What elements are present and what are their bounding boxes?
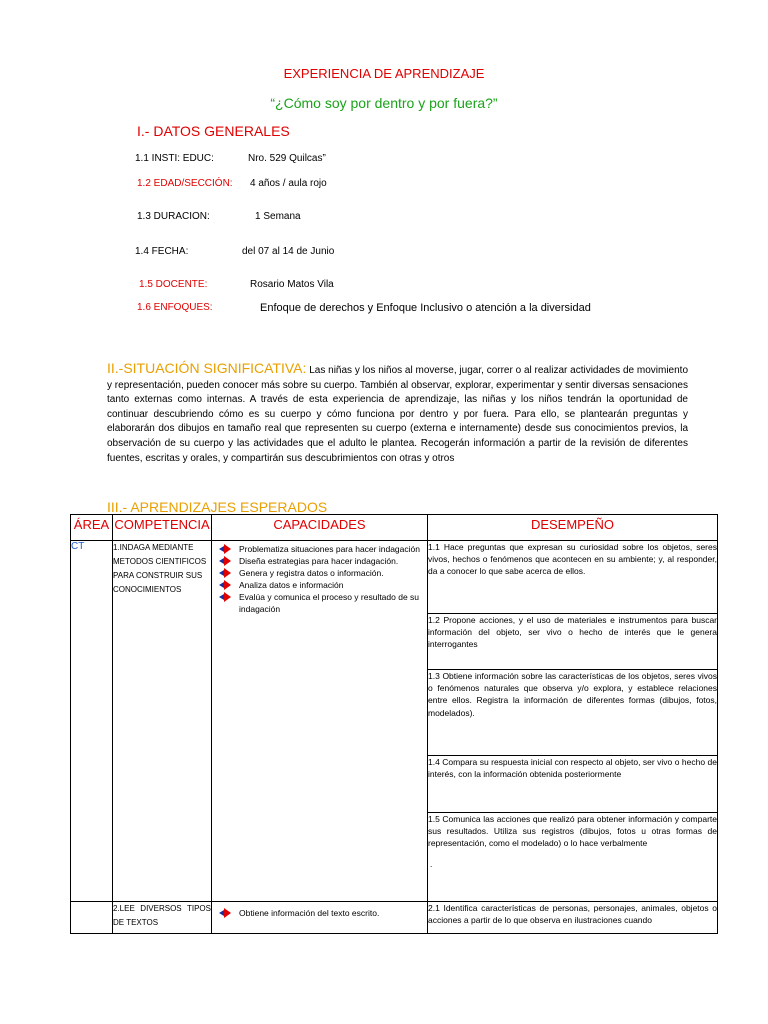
col-header-capacidades: CAPACIDADES	[212, 515, 428, 541]
capacidad-item: Analiza datos e información	[212, 579, 427, 591]
area-cell: CT	[71, 541, 113, 902]
datos-value: Nro. 529 Quilcas”	[248, 153, 326, 164]
section-aprendizajes-heading: III.- APRENDIZAJES ESPERADOS	[107, 499, 328, 515]
table-header-row	[71, 515, 718, 541]
desempeno-cell: 1.4 Compara su respuesta inicial con respecto al objeto, ser vivo o hecho de interés, con la información obtenida posteriormente	[428, 756, 718, 813]
capacidades-cell	[212, 902, 428, 934]
table-row	[71, 902, 718, 934]
datos-label: 1.4 FECHA:	[135, 246, 189, 257]
datos-value: 1 Semana	[255, 211, 301, 222]
situacion-paragraph	[107, 361, 688, 466]
table-row	[71, 541, 718, 614]
datos-value: Rosario Matos Vila	[250, 279, 334, 290]
page-subtitle: “¿Cómo soy por dentro y por fuera?”	[270, 95, 498, 111]
area-cell-empty	[71, 902, 113, 934]
arrow-bullet-icon	[219, 592, 231, 602]
datos-value: del 07 al 14 de Junio	[242, 246, 335, 257]
situacion-text: Las niñas y los niños al moverse, jugar, correr o al realizar actividades de movimiento y representación, pueden conocer más sobre su cuerpo. También al observar, explorar, experimentar y sentir diversas sensaciones tanto externas como internas. A través de esta experiencia de aprendizaje, las niñas y los niños tendrán la oportunidad de continuar descubriendo cómo es su cuerpo y cómo funciona por dentro y por fuera. Para ello, se plantearán preguntas y elaborarán dos dibujos en tamaño real que representen su cuerpo (externa e internamente) desde sus conocimientos previos, la observación de su cuerpo y las actividades que el adulto le plantea. Recogerán información a partir de la revisión de diferentes fuentes, escritas y orales, y compartirán sus descubrimientos con otras y otros	[107, 365, 689, 464]
capacidad-item: Evalúa y comunica el proceso y resultado de su indagación	[212, 591, 427, 615]
col-header-desempeno: DESEMPEÑO	[428, 515, 718, 541]
capacidades-cell	[212, 541, 428, 902]
section-situacion-heading: II.-SITUACIÓN SIGNIFICATIVA:	[107, 360, 307, 376]
datos-label: 1.3 DURACION:	[137, 211, 210, 222]
aprendizajes-table	[70, 514, 718, 934]
desempeno-cell: 2.1 Identifica características de personas, personajes, animales, objetos o acciones a partir de lo que observa en ilustraciones cuando	[428, 902, 718, 934]
desempeno-dot: .	[430, 858, 433, 869]
arrow-bullet-icon	[219, 908, 231, 918]
col-header-area: ÁREA	[71, 515, 113, 541]
capacidad-item: Obtiene información del texto escrito.	[212, 907, 427, 919]
desempeno-cell: 1.3 Obtiene información sobre las características de los objetos, seres vivos o fenómenos naturales que observa y/o explora, y establece relaciones entre ellos. Registra la información de diferentes formas (dibujos, fotos, modelados).	[428, 670, 718, 756]
arrow-bullet-icon	[219, 568, 231, 578]
desempeno-cell: 1.1 Hace preguntas que expresan su curiosidad sobre los objetos, seres vivos, hechos o fenómenos que acontecen en su ambiente; y, al responder, da a conocer lo que sabe acerca de ellos.	[428, 541, 718, 614]
datos-label: 1.1 INSTI: EDUC:	[135, 153, 214, 164]
datos-label: 1.6 ENFOQUES:	[137, 302, 213, 313]
col-header-competencia: COMPETENCIA	[113, 515, 212, 541]
capacidad-item: Genera y registra datos o información.	[212, 567, 427, 579]
desempeno-cell: 1.2 Propone acciones, y el uso de materiales e instrumentos para buscar información del objeto, ser vivo o hecho de interés que le genera interrogantes	[428, 614, 718, 670]
competencia-cell: 1.INDAGA MEDIANTE METODOS CIENTIFICOS PARA CONSTRUIR SUS CONOCIMIENTOS	[113, 541, 212, 902]
arrow-bullet-icon	[219, 544, 231, 554]
page-title: EXPERIENCIA DE APRENDIZAJE	[283, 66, 485, 81]
arrow-bullet-icon	[219, 556, 231, 566]
desempeno-cell: 1.5 Comunica las acciones que realizó para obtener información y comparte sus resultados. Utiliza sus registros (dibujos, fotos u otras formas de representación, como el modelado) o lo hace verbalmente .	[428, 813, 718, 902]
competencia-cell: 2.LEE DIVERSOS TIPOS DE TEXTOS	[113, 902, 212, 934]
datos-label: 1.2 EDAD/SECCIÓN:	[137, 178, 233, 189]
capacidad-item: Problematiza situaciones para hacer indagación	[212, 543, 427, 555]
datos-label: 1.5 DOCENTE:	[139, 279, 208, 290]
datos-value: 4 años / aula rojo	[250, 178, 327, 189]
capacidad-item: Diseña estrategias para hacer indagación.	[212, 555, 427, 567]
section-datos-heading: I.- DATOS GENERALES	[137, 123, 290, 139]
arrow-bullet-icon	[219, 580, 231, 590]
datos-value: Enfoque de derechos y Enfoque Inclusivo o atención a la diversidad	[260, 302, 591, 314]
